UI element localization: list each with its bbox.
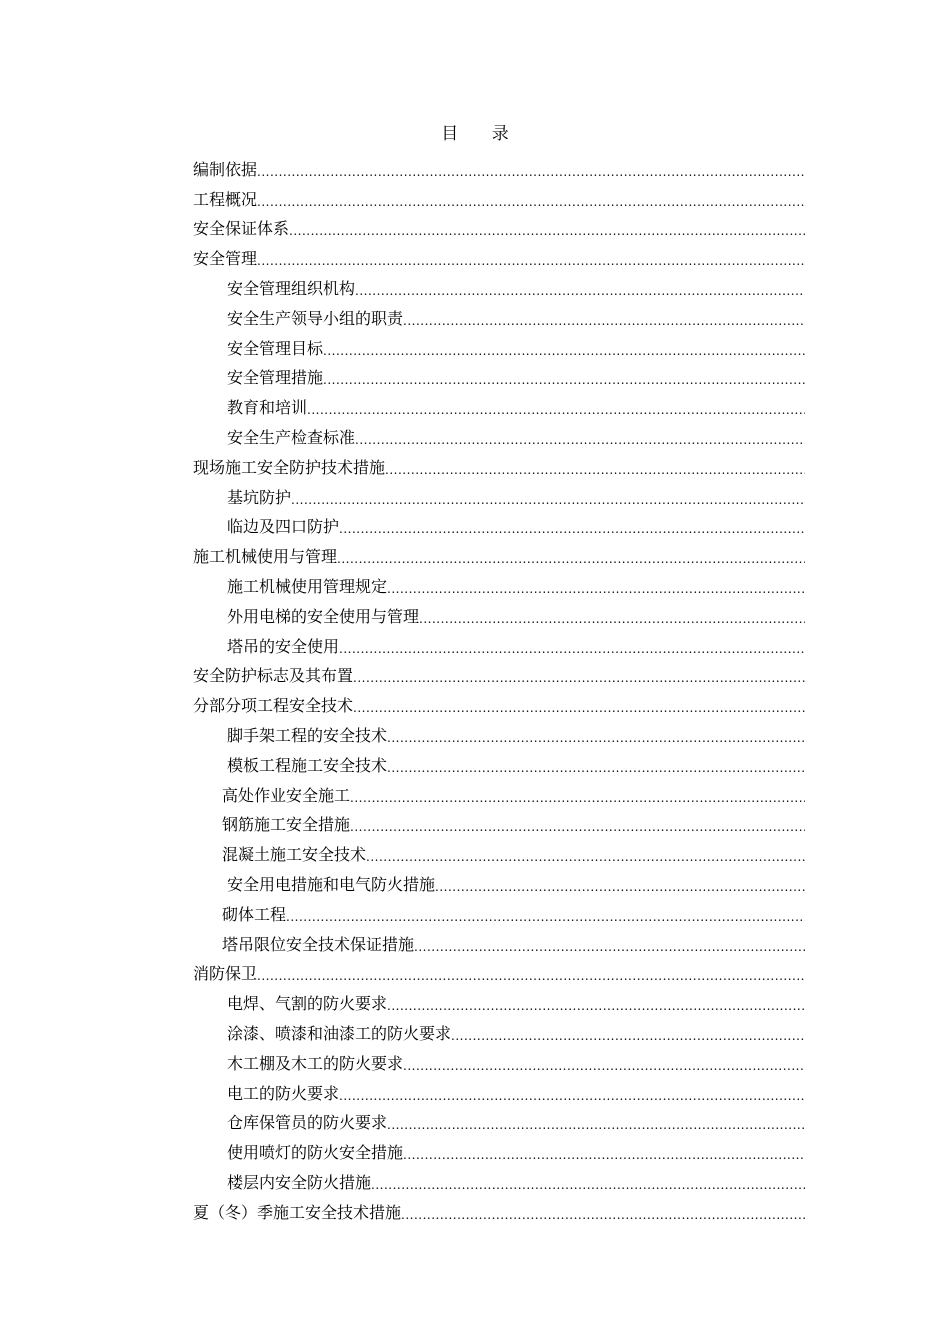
toc-dot-leader [419, 612, 805, 627]
toc-dot-leader [350, 791, 805, 806]
toc-entry-label: 临边及四口防护 [227, 517, 340, 537]
toc-entry-label: 楼层内安全防火措施 [227, 1172, 372, 1192]
toc-entry[interactable] [193, 895, 805, 925]
toc-entry[interactable] [193, 1044, 805, 1074]
toc-entry-label: 塔吊限位安全技术保证措施 [222, 934, 415, 954]
toc-entry[interactable] [193, 716, 805, 746]
toc-entry[interactable] [193, 955, 805, 985]
toc-dot-leader [339, 1089, 805, 1104]
toc-dot-leader [385, 463, 805, 478]
toc-entry[interactable] [193, 1014, 805, 1044]
toc-dot-leader [403, 1148, 805, 1163]
toc-entry-label: 仓库保管员的防火要求 [227, 1113, 388, 1133]
toc-list [193, 150, 805, 1223]
toc-entry-label: 塔吊的安全使用 [227, 636, 340, 656]
toc-entry-label: 高处作业安全施工 [222, 785, 351, 805]
toc-dot-leader [353, 701, 805, 716]
toc-entry[interactable] [193, 776, 805, 806]
toc-entry[interactable] [193, 1193, 805, 1223]
toc-dot-leader [257, 254, 805, 269]
toc-dot-leader [414, 940, 805, 955]
toc-entry-label: 消防保卫 [193, 964, 258, 984]
toc-entry[interactable] [193, 806, 805, 836]
toc-entry-label: 安全管理目标 [227, 338, 324, 358]
toc-entry[interactable] [193, 269, 805, 299]
toc-entry-label: 安全管理 [193, 249, 258, 269]
toc-dot-leader [387, 731, 805, 746]
toc-dot-leader [401, 1208, 805, 1223]
toc-dot-leader [350, 820, 805, 835]
toc-entry-label: 砌体工程 [222, 904, 287, 924]
toc-entry[interactable] [193, 925, 805, 955]
toc-entry-label: 施工机械使用与管理 [193, 547, 338, 567]
toc-dot-leader [339, 642, 805, 657]
toc-entry[interactable] [193, 180, 805, 210]
toc-dot-leader [257, 969, 805, 984]
toc-dot-leader [286, 910, 805, 925]
toc-entry[interactable] [193, 686, 805, 716]
toc-entry-label: 使用喷灯的防火安全措施 [227, 1143, 404, 1163]
toc-entry-label: 安全管理组织机构 [227, 278, 356, 298]
toc-dot-leader [353, 671, 805, 686]
toc-entry[interactable] [193, 537, 805, 567]
toc-entry-label: 外用电梯的安全使用与管理 [227, 606, 420, 626]
toc-entry[interactable] [193, 567, 805, 597]
toc-entry-label: 基坑防护 [227, 487, 292, 507]
toc-entry-label: 脚手架工程的安全技术 [227, 725, 388, 745]
toc-entry[interactable] [193, 1104, 805, 1134]
toc-dot-leader [355, 284, 805, 299]
toc-entry-label: 安全用电措施和电气防火措施 [227, 874, 436, 894]
toc-entry[interactable] [193, 478, 805, 508]
toc-dot-leader [257, 165, 805, 180]
toc-entry[interactable] [193, 657, 805, 687]
toc-entry-label: 模板工程施工安全技术 [227, 755, 388, 775]
toc-dot-leader [257, 195, 805, 210]
toc-entry-label: 涂漆、喷漆和油漆工的防火要求 [227, 1023, 452, 1043]
toc-entry-label: 安全防护标志及其布置 [193, 666, 354, 686]
toc-dot-leader [289, 224, 805, 239]
toc-dot-leader [323, 373, 805, 388]
toc-dot-leader [371, 1178, 805, 1193]
toc-entry-label: 分部分项工程安全技术 [193, 696, 354, 716]
toc-entry-label: 钢筋施工安全措施 [222, 815, 351, 835]
toc-entry[interactable] [193, 239, 805, 269]
toc-entry-label: 安全生产检查标准 [227, 427, 356, 447]
toc-entry-label: 编制依据 [193, 159, 258, 179]
toc-entry[interactable] [193, 448, 805, 478]
toc-entry-label: 施工机械使用管理规定 [227, 576, 388, 596]
toc-entry-label: 安全生产领导小组的职责 [227, 308, 404, 328]
toc-dot-leader [366, 850, 805, 865]
toc-dot-leader [403, 1059, 805, 1074]
toc-entry[interactable] [193, 150, 805, 180]
toc-entry[interactable] [193, 388, 805, 418]
toc-entry-label: 工程概况 [193, 189, 258, 209]
toc-dot-leader [307, 403, 805, 418]
toc-entry[interactable] [193, 210, 805, 240]
toc-entry[interactable] [193, 627, 805, 657]
toc-entry[interactable] [193, 1074, 805, 1104]
toc-entry-label: 混凝土施工安全技术 [222, 845, 367, 865]
toc-entry[interactable] [193, 984, 805, 1014]
toc-dot-leader [387, 761, 805, 776]
toc-entry[interactable] [193, 865, 805, 895]
toc-entry[interactable] [193, 835, 805, 865]
toc-entry[interactable] [193, 1133, 805, 1163]
toc-dot-leader [435, 880, 805, 895]
toc-entry-label: 电焊、气割的防火要求 [227, 994, 388, 1014]
toc-dot-leader [337, 552, 805, 567]
toc-entry-label: 现场施工安全防护技术措施 [193, 457, 386, 477]
toc-dot-leader [323, 344, 805, 359]
toc-entry[interactable] [193, 597, 805, 627]
toc-dot-leader [451, 1029, 805, 1044]
toc-dot-leader [387, 582, 805, 597]
toc-entry[interactable] [193, 359, 805, 389]
toc-entry-label: 安全保证体系 [193, 219, 290, 239]
toc-entry[interactable] [193, 1163, 805, 1193]
toc-dot-leader [339, 522, 805, 537]
toc-entry-label: 安全管理措施 [227, 368, 324, 388]
toc-entry[interactable] [193, 746, 805, 776]
toc-title: 目 录 [441, 124, 523, 144]
toc-entry-label: 夏（冬）季施工安全技术措施 [193, 1202, 402, 1222]
toc-dot-leader [387, 1118, 805, 1133]
toc-dot-leader [355, 433, 805, 448]
toc-entry[interactable] [193, 329, 805, 359]
toc-entry-label: 电工的防火要求 [227, 1083, 340, 1103]
toc-dot-leader [403, 314, 805, 329]
toc-entry-label: 木工棚及木工的防火要求 [227, 1053, 404, 1073]
toc-entry-label: 教育和培训 [227, 398, 308, 418]
toc-dot-leader [291, 493, 805, 508]
toc-entry[interactable] [193, 508, 805, 538]
toc-dot-leader [387, 999, 805, 1014]
toc-entry[interactable] [193, 299, 805, 329]
toc-entry[interactable] [193, 418, 805, 448]
